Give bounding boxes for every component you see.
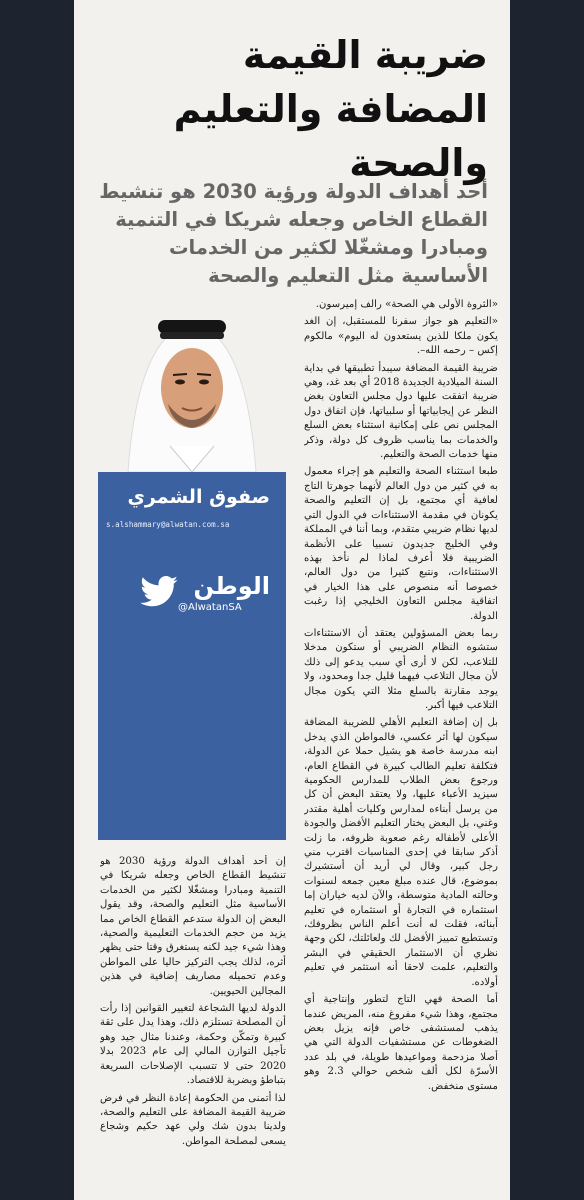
article-body-left-column: [100, 855, 286, 1190]
author-name: صفوق الشمري: [127, 486, 270, 508]
article-headline: ضريبة القيمة المضافة والتعليم والصحة: [173, 33, 488, 185]
body-paragraph: لذا أتمنى من الحكومة إعادة النظر في فرض ضريبة القيمة المضافة على التعليم والصحة، ولدينا بدون شك ولي عهد حكيم وشجاع يسعى لمصلحة المواطن.: [100, 1092, 286, 1147]
author-photo: [98, 296, 286, 472]
body-paragraph: «الثروة الأولى هي الصحة» رالف إميرسون.: [315, 299, 498, 310]
article-subhead: أحد أهداف الدولة ورؤية 2030 هو تنشيط القطاع الخاص وجعله شريكا في التنمية ومبادرا ومشغّلا لكثير من الخدمات الأساسية مثل التعليم والصحة: [99, 180, 488, 287]
author-box: [98, 472, 286, 840]
body-paragraph: الدولة لديها الشجاعة لتغيير القوانين إذا رأت أن المصلحة تستلزم ذلك، وهذا يدل على ثقة كبيرة وتمكّن وحكمة، وعندنا مثال جيد وهو تأجيل التوازن المالي إلى عام 2023 بدلا 2020 حتى لا تتسبب الإصلاحات السريعة بتباطؤ وبضربة للاقتصاد.: [100, 1003, 286, 1087]
brand-handle[interactable]: @AlwatanSA: [178, 602, 242, 613]
brand-name: الوطن: [193, 572, 270, 600]
body-paragraph: طبعا استثناء الصحة والتعليم هو إجراء معمول به في كثير من دول العالم لأنهما جوهرتا التاج لعافية أي مجتمع، بل إن التعليم والصحة يكونان في مقدمة الاستثناءات في الدول التي لديها نظام ضريبي متقدم، وبما أننا في المملكة وفي الخليج جديدون نسبيا على الأنظمة الضريبية فلا أعرف لماذا لم نأخذ بهذه الاستثناءات، ونتبع كثيرا من دول العالم، خصوصا أنه منصوص على هذا الخيار في اتفاقية مجلس التعاون الخليجي إذا رغبت الدولة.: [304, 466, 498, 622]
brand-logo: [138, 574, 278, 618]
body-paragraph: ضريبة القيمة المضافة سيبدأ تطبيقها في بداية السنة الميلادية الجديدة 2018 أي بعد غد، وهي ضريبة اتفقت عليها دول مجلس التعاون بغض النظر عن إيجابياتها أو سلبياتها، فإن اتفاق دول المجلس نص على إمكانية استثناء بعض السلع والخدمات بما يناسب ظروف كل دولة، وذكر منها خدمات الصحة والتعليم.: [304, 362, 498, 461]
newspaper-page: [74, 0, 510, 1200]
body-paragraph: «التعليم هو جواز سفرنا للمستقبل، إن الغد يكون ملكا للذين يستعدون له اليوم» مالكوم إكس – رحمه الله–.: [304, 316, 498, 357]
body-paragraph: ربما بعض المسؤولين يعتقد أن الاستثناءات ستشوه النظام الضريبي أو ستكون مدخلا للتلاعب، لكن لا أرى أي سبب يدعو إلى ذلك لأن مجال التلاعب فيهما قليل جدا ومحدود، ولا يوجد مقارنة بالسلع مثلا التي يكون مجال التلاعب فيها أكبر.: [304, 627, 498, 711]
twitter-bird-icon: [138, 576, 180, 610]
body-paragraph: أما الصحة فهي التاج لتطور وإنتاجية أي مجتمع، وهذا شيء مفروغ منه، المريض عندما يذهب لمستشفى خاص فإنه يزيل بعض الضغوطات عن مستشفيات الدولة التي هي أصلا مزدحمة ومواعيدها طويلة، في بلد عدد الأسرّة لكل ألف شخص حوالي 2.3 وهو مستوى منخفض.: [304, 994, 498, 1092]
author-email[interactable]: s.alshammary@alwatan.com.sa: [106, 520, 230, 529]
body-paragraph: بل إن إضافة التعليم الأهلي للضريبة المضافة سيكون لها أثر عكسي، فالمواطن الذي يدخل ابنه مدرسة خاصة هو يشيل حملا عن الدولة، فتكلفة تعليم الطالب كبيرة في القطاع العام، ورجوع بعض الطلاب للمدارس الحكومية سيزيد الأعباء عليها، ولا يعتقد البعض أن كل من يرسل أبناءه لمدارس وكليات أهلية مقتدر وغني، بل البعض يختار التعليم الأفضل والجودة الأعلى لأطفاله رغم صعوبة ظروفه، ما زلت أذكر سابقا في إحدى المناسبات اقترب مني رجل كبير، وقال لي أريد أن أستشيرك بموضوع، قال عنده مبلغ معين جمعه لسنوات وحالته المادية متوسطة، والآن لديه خياران إما استثماره في التجارة أو استثماره في تعليم أبنائه، فقلت له أنت أعلم الناس بظروفك، وتستطيع تمييز الأفضل لك ولعائلتك، لكن وجهة نظري أن الاستثمار الحقيقي في البشر والتعليم، علمت لاحقا أنه استثمر في تعليم أولاده.: [304, 717, 498, 988]
article-body-right-column: [304, 298, 498, 1188]
body-paragraph: إن أحد أهداف الدولة ورؤية 2030 هو تنشيط القطاع الخاص وجعله شريكا في التنمية ومبادرا ومشغّلا لكثير من الخدمات الأساسية مثل التعليم والصحة، وقد يقول البعض إن الدولة ستدعم القطاع الخاص مما يزيد من حجم الخدمات التعليمية والصحية، وهذا شيء جيد لكنه يستغرق وقتا حتى يظهر أثره، لذلك يجب التركيز حاليا على المواطن وعدم تحميله مصاريف إضافية في هذين المجالين الحيويين.: [100, 856, 286, 997]
